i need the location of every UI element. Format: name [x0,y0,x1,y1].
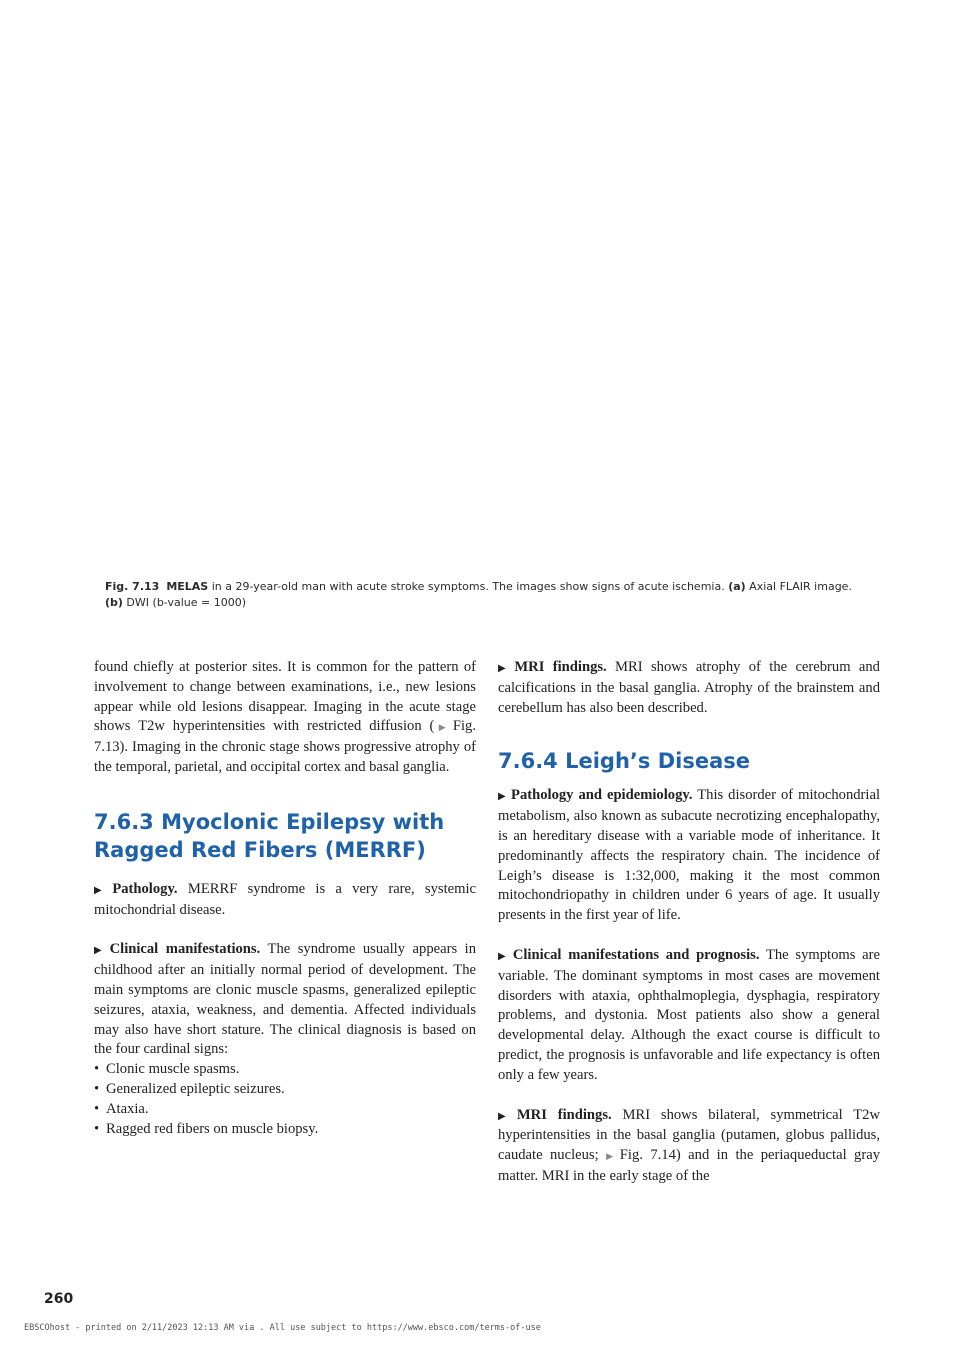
intro-paragraph [94,658,476,778]
section-heading-leigh: 7.6.4 Leigh’s Disease [498,749,750,774]
figure-subject: MELAS [166,580,209,593]
run-in-arrow-icon: ▶ [498,1110,513,1122]
mri-text-end: ) and in the periaqueductal gray matter. MRI in the early stage of the [498,1147,880,1184]
heading-line-2: Ragged Red Fibers (MERRF) [94,837,426,862]
print-footer: EBSCOhost - printed on 2/11/2023 12:13 AM via . All use subject to https://www.ebsco.com/terms-of-use [24,1323,541,1333]
pathology-paragraph [94,880,476,921]
page-number: 260 [44,1291,74,1307]
run-in-arrow-icon: ▶ [498,791,508,803]
pathology-epidemiology-paragraph [498,786,880,926]
intro-text-end: ). Imaging in the chronic stage shows progressive atrophy of the temporal, parietal, and occipital cortex and basal ganglia. [94,739,476,775]
heading-line-1: 7.6.3 Myoclonic Epilepsy with [94,809,445,834]
clinical-label: Clinical manifestations and prognosis. [512,946,760,963]
section-heading-merrf [94,808,476,864]
xref-arrow-icon: ▶ [606,1151,617,1162]
clinical-paragraph [94,940,476,1060]
caption-text: in a 29-year-old man with acute stroke symptoms. The images show signs of acute ischemia. [208,580,729,593]
clinical-text: The syndrome usually appears in childhood after an initially normal period of development. The main symptoms are clonic muscle spasms, generalized epileptic seizures, ataxia, weakness, and dementia. Affected individuals may also have short stature. The clinical diagnosis is based on the four cardinal signs: [94,941,477,1058]
caption-a-text: Axial FLAIR image. [745,580,852,593]
pathology-label: Pathology and epidemiology. [511,787,693,804]
mri-findings-paragraph-2 [498,1106,880,1187]
mri-label: MRI findings. [516,1106,612,1123]
list-item: • Clonic muscle spasms. [94,1061,240,1078]
mri-findings-paragraph [498,658,880,718]
run-in-arrow-icon: ▶ [94,945,106,957]
clinical-text: The symptoms are variable. The dominant symptoms in most cases are movement disorders with ataxia, ophthalmoplegia, dysphagia, respiratory problems, and dystonia. Most patients also show a general developmental delay. Although the exact course is difficult to predict, the prognosis is unfavorable and life expectancy is often only a few years. [498,946,880,1083]
xref-arrow-icon: ▶ [434,722,450,733]
pathology-label: Pathology. [112,880,178,897]
pathology-text: MERRF syndrome is a very rare, systemic mitochondrial disease. [94,880,476,918]
clinical-prognosis-paragraph [498,946,880,1086]
figure-label: Fig. 7.13 [105,580,160,593]
list-item: • Generalized epileptic seizures. [94,1080,285,1097]
list-item: • Ragged red fibers on muscle biopsy. [94,1120,319,1137]
pathology-text: This disorder of mitochondrial metabolism, also known as subacute necrotizing encephalopathy, is an hereditary disease with a variable mode of inheritance. It predominantly affects the respiratory chain. The incidence of Leigh’s disease is 1:32,000, making it the most common mitochondriopathy in children under 6 years of age. It usually presents in the first year of life. [498,787,880,924]
run-in-arrow-icon: ▶ [498,950,509,962]
figure-link[interactable]: Fig. 7.13 [94,718,477,756]
caption-a-label: (a) [728,580,746,593]
figure-caption [105,579,895,611]
left-column [94,658,476,1139]
mri-text: MRI shows atrophy of the cerebrum and calcifications in the basal ganglia. Atrophy of the brainstem and cerebellum has also been described. [498,659,880,716]
list-item: • Ataxia. [94,1100,149,1117]
figure-link[interactable]: Fig. 7.14 [619,1147,676,1164]
cardinal-signs-list [94,1060,476,1139]
clinical-label: Clinical manifestations. [109,941,261,958]
caption-b-label: (b) [105,596,123,609]
run-in-arrow-icon: ▶ [498,663,511,674]
intro-text: found chiefly at posterior sites. It is common for the pattern of involvement to change between examinations, i.e., new lesions appear while old lesions disappear. Imaging in the acute stage shows T2w hyperintensities with restricted diffusion ( [94,659,476,735]
run-in-arrow-icon: ▶ [94,884,109,896]
mri-text: MRI shows bilateral, symmetrical T2w hyperintensities in the basal ganglia (putamen, globus pallidus, caudate nucleus; [498,1106,880,1164]
caption-b-text: DWI (b-value = 1000) [122,596,247,609]
mri-label: MRI findings. [514,659,607,675]
right-column [498,658,880,1187]
